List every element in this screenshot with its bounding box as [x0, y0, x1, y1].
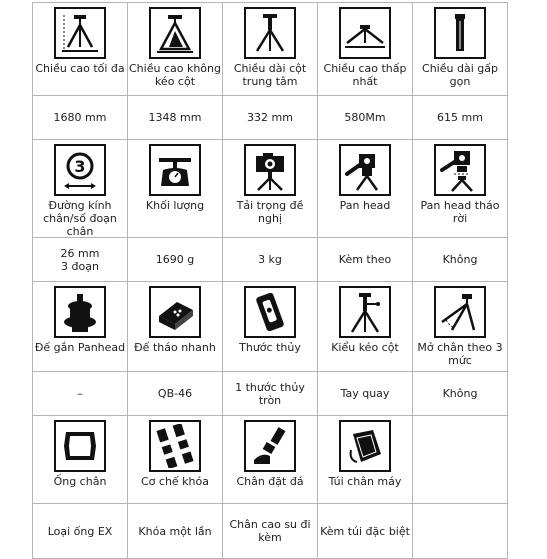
scale-weight-icon — [149, 144, 201, 196]
spec-icon-cell — [318, 2, 413, 96]
bubble-level-icon — [244, 286, 296, 338]
spec-icon-cell — [33, 282, 128, 372]
spec-value: Kèm theo — [318, 238, 413, 282]
center-column-length-icon — [244, 7, 296, 59]
spec-icon-cell — [33, 140, 128, 238]
pan-head-icon — [339, 144, 391, 196]
spec-label: Chân đặt đá — [236, 475, 304, 488]
spec-icon-cell — [318, 416, 413, 504]
carry-bag-icon — [339, 420, 391, 472]
spec-icon-cell — [128, 282, 223, 372]
spec-value: 615 mm — [413, 96, 508, 140]
spec-value: Tay quay — [318, 372, 413, 416]
spec-label: Chiều cao thấp nhất — [323, 62, 407, 88]
spec-value: Loại ống EX — [33, 504, 128, 559]
foot-icon — [244, 420, 296, 472]
spec-icon-cell — [318, 140, 413, 238]
spec-value: 26 mm 3 đoạn — [33, 238, 128, 282]
spec-label: Khối lượng — [145, 199, 205, 212]
column-crank-icon — [339, 286, 391, 338]
quick-release-plate-icon — [149, 286, 201, 338]
spec-label: Pan head tháo rời — [420, 199, 500, 225]
spec-label: Cơ chế khóa — [140, 475, 209, 488]
spec-label: Chiều cao tối đa — [35, 62, 125, 75]
spec-label: Đường kính chân/số đoạn chân — [43, 199, 117, 238]
spec-label: Chiều dài gấp gọn — [422, 62, 498, 88]
spec-label: Ống chân — [53, 475, 107, 488]
spec-label: Tải trọng đề nghị — [236, 199, 304, 225]
spec-value: 1690 g — [128, 238, 223, 282]
spec-label: Kiểu kéo cột — [331, 341, 399, 354]
camera-load-icon — [244, 144, 296, 196]
spec-value: Không — [413, 372, 508, 416]
spec-icon-cell — [413, 282, 508, 372]
spec-label: Thước thủy — [239, 341, 301, 354]
tripod-no-column-height-icon — [149, 7, 201, 59]
spec-value: – — [33, 372, 128, 416]
folded-length-icon — [434, 7, 486, 59]
panhead-mount-icon — [54, 286, 106, 338]
leg-tube-icon — [54, 420, 106, 472]
spec-value: 580Mm — [318, 96, 413, 140]
spec-icon-cell — [413, 140, 508, 238]
spec-value: Khóa một lần — [128, 504, 223, 559]
svg-text:3: 3 — [74, 157, 86, 176]
spec-icon-cell — [128, 2, 223, 96]
spec-value: Chân cao su đi kèm — [223, 504, 318, 559]
spec-icon-cell — [128, 416, 223, 504]
spec-value: QB-46 — [128, 372, 223, 416]
spec-value: 1348 mm — [128, 96, 223, 140]
empty-cell — [413, 416, 508, 504]
spec-icon-cell — [223, 416, 318, 504]
spec-icon-cell — [223, 140, 318, 238]
spec-label: Mở chân theo 3 mức — [417, 341, 503, 367]
spec-icon-cell — [223, 282, 318, 372]
spec-table — [32, 2, 508, 559]
spec-label: Túi chân máy — [328, 475, 402, 488]
min-height-icon — [339, 7, 391, 59]
leg-sections-icon — [54, 144, 106, 196]
spec-icon-cell — [33, 416, 128, 504]
spec-label: Pan head — [339, 199, 391, 212]
spec-value: Kèm túi đặc biệt — [318, 504, 413, 559]
spec-icon-cell — [223, 2, 318, 96]
spec-label: Đế tháo nhanh — [134, 341, 216, 354]
spec-icon-cell — [128, 140, 223, 238]
detachable-pan-head-icon — [434, 144, 486, 196]
spec-label: Chiều dài cột trung tâm — [233, 62, 307, 88]
spec-icon-cell — [318, 282, 413, 372]
spec-value: 1680 mm — [33, 96, 128, 140]
leg-lock-icon — [149, 420, 201, 472]
spec-icon-cell — [413, 2, 508, 96]
spec-value: 332 mm — [223, 96, 318, 140]
spec-label: Chiều cao không kéo cột — [129, 62, 221, 88]
spec-value — [413, 504, 508, 559]
spec-value: 1 thước thủy tròn — [223, 372, 318, 416]
spec-value: Không — [413, 238, 508, 282]
tripod-max-height-icon — [54, 7, 106, 59]
spec-label: Đế gắn Panhead — [34, 341, 126, 354]
three-leg-angles-icon — [434, 286, 486, 338]
spec-icon-cell — [33, 2, 128, 96]
spec-value: 3 kg — [223, 238, 318, 282]
